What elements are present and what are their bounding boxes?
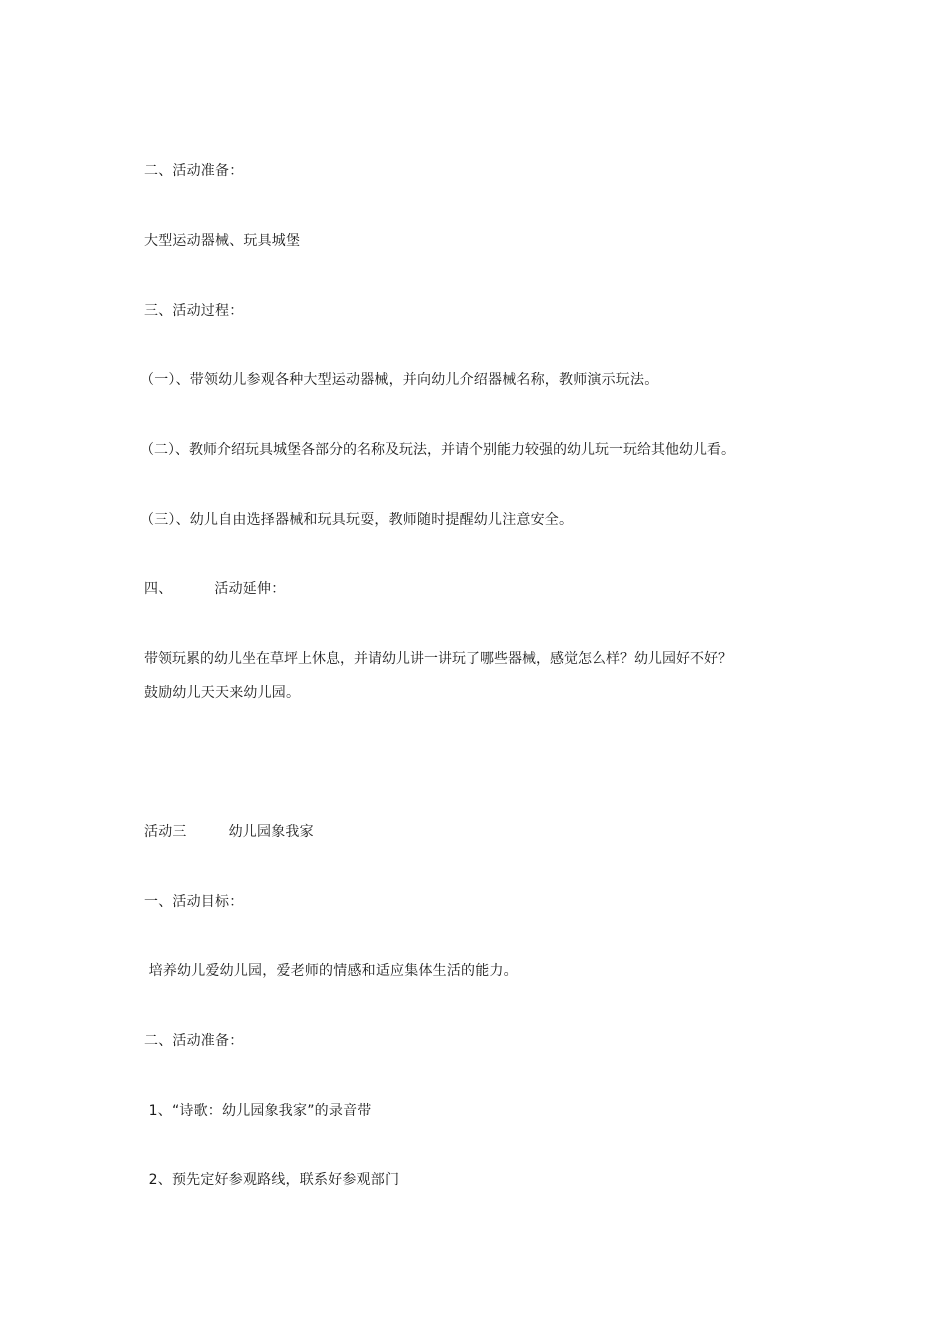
prep-2-item-1: 1、“诗歌：幼儿园象我家”的录音带 [144,1103,372,1119]
process-step-2: （二）、教师介绍玩具城堡各部分的名称及玩法，并请个别能力较强的幼儿玩一玩给其他幼儿看。 [140,442,735,458]
process-heading: 三、活动过程： [144,303,244,319]
activity-3-label: 活动三 [144,824,187,840]
process-step-1: （一）、带领幼儿参观各种大型运动器械，并向幼儿介绍器械名称，教师演示玩法。 [140,372,659,388]
prep-2-heading: 二、活动准备： [144,1033,244,1049]
extension-heading [144,579,285,599]
activity-3-name: 幼儿园象我家 [228,824,314,840]
goal-heading: 一、活动目标： [144,894,244,910]
prep-2-item-2: 2、预先定好参观路线，联系好参观部门 [144,1172,400,1188]
activity-3-title [144,822,314,842]
process-step-3: （三）、幼儿自由选择器械和玩具玩耍，教师随时提醒幼儿注意安全。 [140,512,574,528]
prep-heading: 二、活动准备： [144,163,244,179]
extension-heading-number: 四、 [144,581,173,597]
extension-text-line-2: 鼓励幼儿天天来幼儿园。 [144,685,301,701]
goal-text: 培养幼儿爱幼儿园，爱老师的情感和适应集体生活的能力。 [144,963,518,979]
prep-materials: 大型运动器械、玩具城堡 [144,233,301,249]
extension-text-line-1: 带领玩累的幼儿坐在草坪上休息，并请幼儿讲一讲玩了哪些器械，感觉怎么样？幼儿园好不好？ [144,651,732,667]
extension-heading-text: 活动延伸： [214,581,286,597]
